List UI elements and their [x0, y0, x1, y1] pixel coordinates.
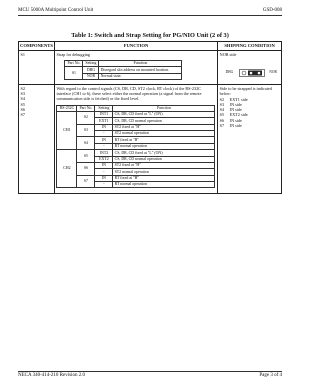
function-value: CS, DR, CD fixed at "L" (ON)	[113, 111, 215, 117]
setting-value: -	[95, 143, 113, 149]
setting-value: IN	[95, 175, 113, 181]
component-label: S4	[20, 96, 25, 102]
footer-left: NECA 340-414-210 Revision 2.0	[18, 373, 85, 378]
function-text: With regard to the control signals (CS, DR, CD, ST2 clock, RT clock) of the RS-232C interface (CH1 to 6), these select either the normal operation (a signal from the remote communication side is fetched) or the fixed level.	[56, 85, 202, 102]
part-label: S2	[77, 111, 95, 124]
col-header-shipping: SHIPPING CONDITION	[218, 42, 282, 51]
shipping-cell	[218, 84, 282, 193]
s1-hdr-function: Function	[99, 60, 182, 66]
table-row	[19, 84, 282, 193]
function-value: RT normal operation	[113, 182, 215, 188]
col-header-components: COMPONENTS	[20, 43, 53, 49]
rs-hdr-channel: RS-232C	[57, 105, 77, 111]
strap-label-nor: NOR	[269, 70, 277, 75]
header-right: GSD-008	[262, 8, 282, 13]
rs-hdr-setting: Setting	[95, 105, 113, 111]
rs-hdr-function: Function	[113, 105, 215, 111]
setting-value: EXT1	[95, 118, 113, 124]
footer-right: Page 3 of 4	[259, 373, 282, 378]
component-label: S5	[20, 101, 25, 107]
part-label: S3	[77, 124, 95, 137]
function-value: RT fixed at "H"	[113, 175, 215, 181]
table-title: Table 1: Switch and Strap Setting for PG/NIO Unit (2 of 3)	[71, 32, 229, 39]
setting-value: INT1	[95, 111, 113, 117]
shipping-text: NOR side	[219, 51, 237, 57]
header-row	[19, 42, 282, 51]
s1-hdr-setting: Setting	[83, 60, 99, 66]
function-value: ST2 fixed at "H"	[113, 124, 215, 130]
setting-value: -	[95, 182, 113, 188]
setting-value: IN	[95, 137, 113, 143]
s1-hdr-part: Part No.	[65, 60, 83, 66]
setting-value: -	[95, 169, 113, 175]
function-value: ST2 normal operation	[113, 131, 215, 137]
shipping-list-item: S6 IN side	[219, 117, 242, 123]
setting-value: -	[95, 131, 113, 137]
shipping-list-item: S4 IN side	[219, 107, 242, 113]
shipping-list-item: S5 EXT2 side	[219, 112, 248, 118]
part-label: S4	[77, 137, 95, 150]
strap-label-dbg: DBG	[225, 70, 234, 75]
shipping-intro: Side to be strapped is indicated below:	[219, 85, 272, 97]
component-cell	[19, 84, 55, 193]
s1-function-dbg: Disregard slot address on mounted location.	[99, 67, 182, 73]
strap-jumper-icon	[239, 69, 265, 77]
s1-setting-nor: NOR	[83, 73, 99, 79]
header-left: MCU 5000A Multipoint Control Unit	[18, 8, 94, 13]
function-value: RT normal operation	[113, 143, 215, 149]
strap-diagram	[226, 69, 280, 77]
table-row	[19, 50, 282, 84]
function-cell	[54, 50, 217, 84]
page-footer	[18, 371, 282, 381]
component-label: S7	[20, 111, 25, 117]
channel-label: CH1	[57, 111, 77, 149]
shipping-cell	[218, 50, 282, 84]
part-label: S7	[77, 175, 95, 188]
s1-function-nor: Normal state.	[99, 73, 182, 79]
shipping-list-item: S3 IN side	[219, 102, 242, 108]
setting-value: IN	[95, 162, 113, 168]
function-value: CS, DR, CD normal operation	[113, 156, 215, 162]
function-text: Strap for debugging	[56, 51, 90, 57]
rs232c-setting-table	[56, 105, 215, 189]
rs-hdr-part: Part No.	[77, 105, 95, 111]
setting-value: EXT2	[95, 156, 113, 162]
part-label: S5	[77, 150, 95, 163]
function-value: CS, DR, CD fixed at "L" (ON)	[113, 150, 215, 156]
setting-value: INT2	[95, 150, 113, 156]
function-cell	[54, 84, 217, 193]
function-value: RT fixed at "H"	[113, 137, 215, 143]
settings-table	[18, 41, 282, 194]
component-label: S2	[20, 85, 25, 91]
setting-value: IN	[95, 124, 113, 130]
component-label: S6	[20, 106, 25, 112]
footer-rule	[18, 371, 282, 372]
page-header	[18, 6, 282, 16]
function-value: ST2 fixed at "H"	[113, 162, 215, 168]
s1-setting-dbg: DBG	[83, 67, 99, 73]
s1-setting-table	[64, 60, 182, 80]
component-cell	[19, 50, 55, 84]
component-label: S3	[20, 91, 25, 97]
component-label: S1	[20, 51, 25, 57]
s1-part: S1	[65, 67, 83, 80]
shipping-list-item: S2 EXT1 side	[219, 96, 248, 102]
shipping-list-item: S7 IN side	[219, 122, 242, 128]
function-value: CS, DR, CD normal operation	[113, 118, 215, 124]
col-header-function: FUNCTION	[54, 42, 217, 51]
channel-label: CH2	[57, 150, 77, 188]
function-value: ST2 normal operation	[113, 169, 215, 175]
header-rule	[18, 15, 282, 16]
part-label: S6	[77, 162, 95, 175]
